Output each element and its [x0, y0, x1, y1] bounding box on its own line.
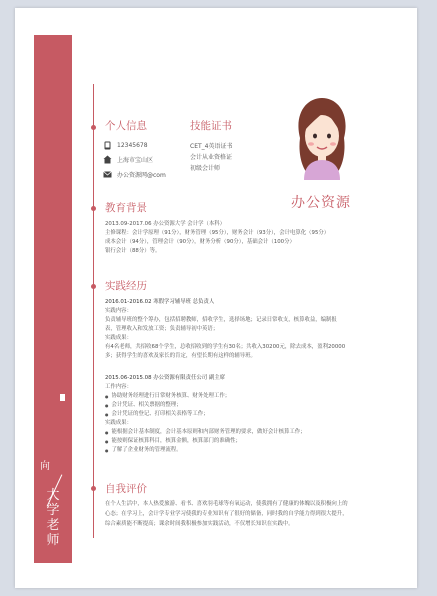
home-icon	[103, 155, 112, 164]
mail-icon	[103, 170, 112, 179]
timeline-dot	[91, 206, 96, 211]
timeline-line	[93, 84, 94, 538]
experience-job-1	[105, 298, 405, 361]
job-label: 实践内容：	[105, 308, 132, 314]
job-bullet: ● 协助财务经理进行日常财务核算、财务处理工作；	[105, 392, 405, 401]
timeline-dot	[91, 284, 96, 289]
self-evaluation-title: 自我评价	[105, 483, 147, 495]
education-line: 银行会计（88分）等。	[105, 248, 161, 254]
email-text: 办公资源网@com	[117, 172, 166, 179]
job-text: 多；获得学生的喜欢及家长的肯定，有望长期有这样的辅导班。	[105, 353, 256, 359]
education-block	[105, 220, 405, 256]
experience-job-2	[105, 374, 405, 455]
email-row	[103, 170, 166, 179]
sidebar-title: 大学老师	[46, 488, 60, 548]
job-bullet: ● 能按则保证核算科目，核算金额，核算部门的准确性；	[105, 437, 405, 446]
job-text: 负责辅导班的整个筹办，包括招聘教师，招收学生，选择场地；记录日常收支，核算收益，编制报	[105, 317, 337, 323]
cert-item: 会计从业资格证	[190, 154, 233, 161]
job-header: 2015.06-2015.08 办公资源有限责任公司 副主席	[105, 375, 226, 381]
candidate-name: 办公资源	[291, 195, 351, 211]
phone-text: 12345678	[117, 142, 148, 149]
job-label: 工作内容：	[105, 384, 132, 390]
personal-info-title: 个人信息	[105, 120, 147, 132]
job-bullet: ● 能根据会计基本制度，会计基本原则和内部财务管理的要求，做好会计核算工作；	[105, 428, 405, 437]
job-text: 有4名老师，共招收68个学生，总收招收到的学生有30名；共收入30200元，除去成本，盈利20000	[105, 344, 346, 350]
cert-list	[190, 141, 232, 174]
certificates-title: 技能证书	[190, 120, 232, 132]
job-bullet: ● 会计凭证的登记、打印相关表格等工作；	[105, 410, 405, 419]
self-evaluation-line: 心态；在学习上，会计学专业学习使我的专业知识有了很好的储备，同时我的自学能力得到很大提升，	[105, 511, 348, 517]
sidebar-strip	[34, 35, 72, 563]
education-line: 成本会计（94分），管理会计（90分），财务分析（90分），基础会计（100分）	[105, 239, 295, 245]
cert-item: CET_4英语证书	[190, 143, 233, 150]
self-evaluation-line: 在个人生活中，本人热爱旅游、看书、喜欢羽毛球等有氧运动，使我拥有了健康的体魄以及积极向上的	[105, 501, 348, 507]
location-text: 上海市宝山区	[117, 157, 154, 164]
education-line: 2013.09-2017.06 办公资源大学 会计学（本科）	[105, 221, 226, 227]
self-evaluation-block	[105, 499, 405, 529]
phone-row	[103, 141, 148, 150]
location-row	[103, 155, 153, 164]
cert-item: 初级会计师	[190, 165, 221, 172]
self-evaluation-line: 综合素质能不断提高；课余时间我积极参加实践活动，不仅增长知识在实践中。	[105, 521, 294, 527]
timeline-dot	[91, 125, 96, 130]
job-bullet: ● 了解了企业财务的管理流程。	[105, 446, 405, 455]
sidebar-marker	[60, 394, 65, 401]
job-bullet: ● 会计凭证、相关票据的整理；	[105, 401, 405, 410]
job-header: 2016.01-2016.02 寒假学习辅导班 总负责人	[105, 299, 215, 305]
experience-title: 实践经历	[105, 280, 147, 292]
education-line: 主修课程：会计学原理（91分），财务管理（95分），财务会计（93分），会计电算化（95分）	[105, 230, 330, 236]
job-label: 实践成果：	[105, 335, 132, 341]
education-title: 教育背景	[105, 202, 147, 214]
job-label: 实践成果：	[105, 420, 132, 426]
phone-icon	[103, 141, 112, 150]
timeline-dot	[91, 486, 96, 491]
job-text: 表，管理收入和发放工资；负责辅导初中英语；	[105, 326, 219, 332]
sidebar-subtitle: 向	[40, 461, 50, 472]
avatar	[292, 94, 352, 180]
